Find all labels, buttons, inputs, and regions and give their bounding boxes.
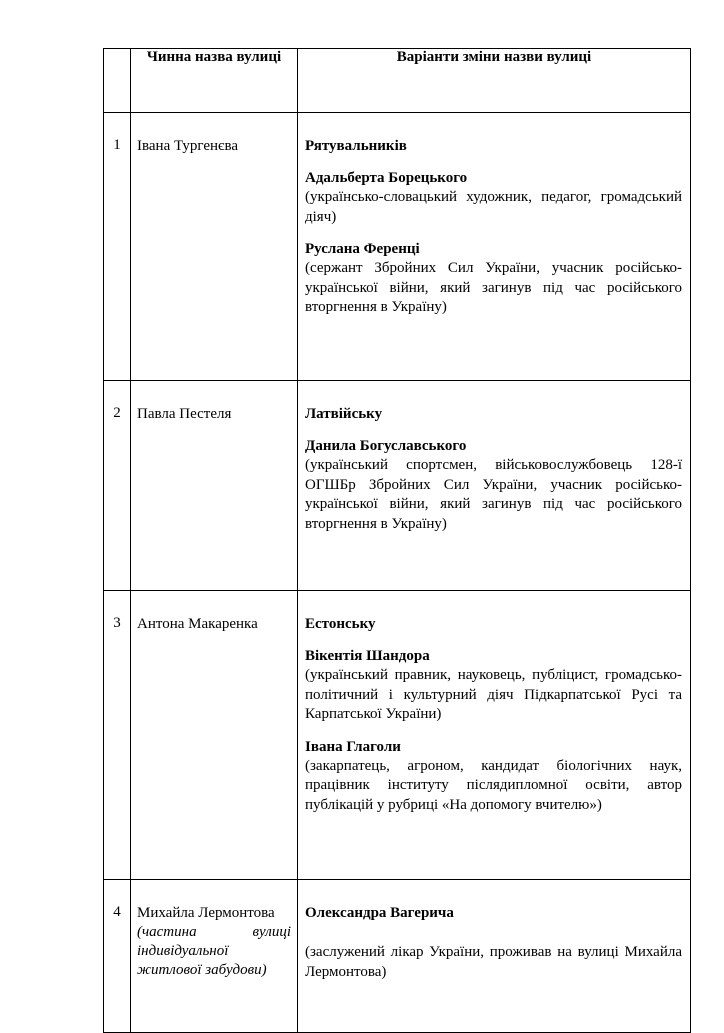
variant-description: (український правник, науковець, публіцист, громадсько-політичний і культурний діяч Підкарпатської Русі та Карпатської України) (305, 667, 682, 722)
variants-cell (298, 880, 691, 1033)
variant-name: Івана Глаголи (305, 738, 401, 755)
current-name-text: Павла Пестеля (137, 406, 232, 422)
row-number: 1 (104, 113, 131, 381)
row-number: 2 (104, 381, 131, 591)
variants-cell (298, 381, 691, 591)
variant-name: Вікентія Шандора (305, 648, 430, 664)
variant-name: Адальберта Борецького (305, 170, 468, 186)
table-row (104, 591, 691, 880)
current-name-text: Михайла Лермонтова (137, 905, 275, 921)
table-header-row (104, 49, 691, 113)
header-variants: Варіанти зміни назви вулиці (298, 49, 691, 113)
current-name-note: (частина вулиці індивідуальної житлової забудови) (137, 924, 291, 978)
variant-name: Рятувальників (305, 138, 407, 154)
variant-name: Олександра Вагерича (305, 905, 454, 921)
variants-cell (298, 113, 691, 381)
header-number (104, 49, 131, 113)
current-street-name (131, 591, 298, 880)
variant-description: (сержант Збройних Сил України, учасник російсько-української війни, який загинув під час російського вторгнення в Україну) (305, 260, 682, 315)
variant-description: (закарпатець, агроном, кандидат біологічних наук, працівник інституту післядипломної освіти, автор публікацій у рубриці «На допомогу вчителю») (305, 757, 682, 813)
variant-name: Естонську (305, 616, 376, 632)
table-row (104, 381, 691, 591)
header-current-name: Чинна назва вулиці (131, 49, 298, 113)
current-name-text: Івана Тургенєва (137, 138, 239, 154)
current-name-text: Антона Макаренка (137, 616, 258, 632)
current-street-name (131, 880, 298, 1033)
variant-description: (заслужений лікар України, проживав на вулиці Михайла Лермонтова) (305, 944, 682, 980)
variant-description: (український спортсмен, військовослужбовець 128-ї ОГШБр Збройних Сил України, учасник російсько-української війни, який загинув під час російського вторгнення в Україну) (305, 457, 682, 532)
table-row (104, 113, 691, 381)
variant-name: Латвійську (305, 406, 383, 422)
street-renaming-table (103, 48, 691, 1033)
variant-description: (українсько-словацький художник, педагог, громадський діяч) (305, 189, 682, 225)
variants-cell (298, 591, 691, 880)
row-number: 4 (104, 880, 131, 1033)
current-street-name (131, 381, 298, 591)
current-street-name (131, 113, 298, 381)
table-row (104, 880, 691, 1033)
variant-name: Данила Богуславського (305, 438, 467, 454)
row-number: 3 (104, 591, 131, 880)
variant-name: Руслана Ференці (305, 241, 420, 257)
